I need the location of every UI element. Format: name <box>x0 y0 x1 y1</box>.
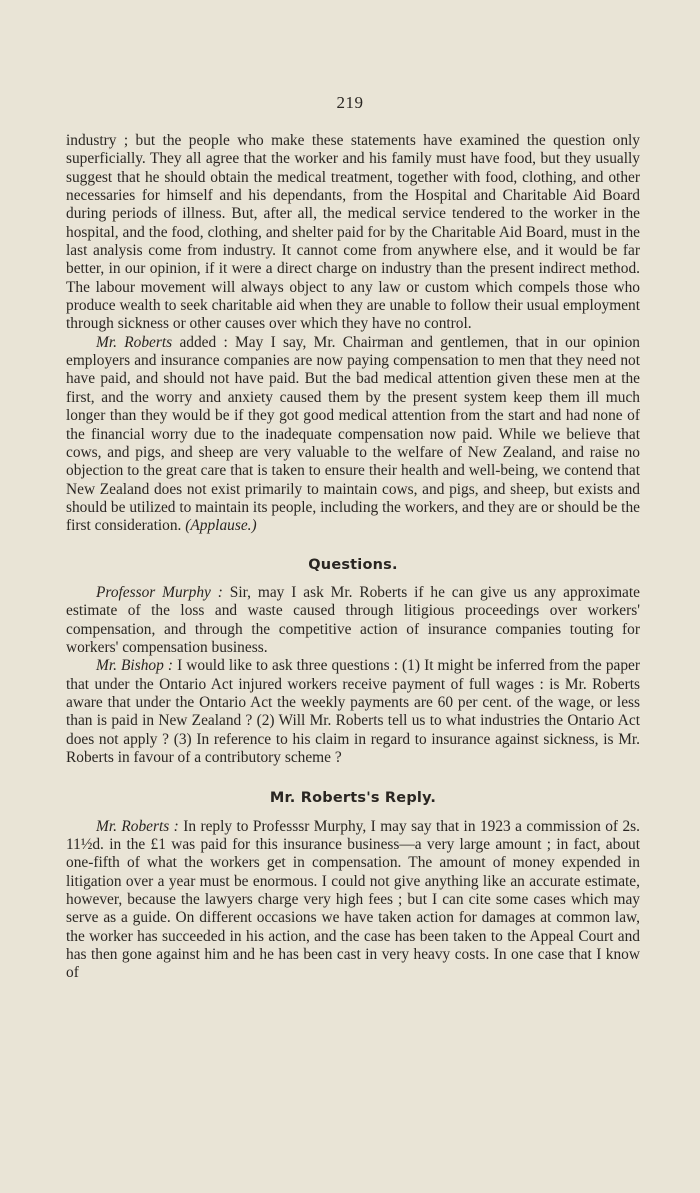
speaker-name: Professor Murphy : <box>96 583 223 601</box>
speaker-name: Mr. Roberts <box>96 333 173 351</box>
paragraph-mr-bishop <box>66 657 640 767</box>
paragraph-text: Sir, may I ask Mr. Roberts if he can give us any approximate estimate of the loss and waste caused through litigious proceedings over workers' compensation, and through the competitive action of insurance companies touting for workers' compensation business. <box>66 583 640 656</box>
page-number: 219 <box>336 93 364 112</box>
paragraph-professor-murphy <box>66 584 640 657</box>
section-heading-reply: Mr. Roberts's Reply. <box>269 790 437 807</box>
paragraph-industry: industry ; but the people who make these statements have examined the question only superficially. They all agree that the worker and his family must have food, but they usually suggest that he should obtain the medical treatment, together with food, clothing, and other necessaries for himself and his dependants, from the Hospital and Charitable Aid Board during periods of illness. But, after all, the medical service tendered to the worker in the hospital, and the food, clothing, and shelter paid for by the Charitable Aid Board, must in the last analysis come from industry. It cannot come from anywhere else, and it would be far better, in our opinion, if it were a direct charge on industry than the present indirect method. The labour movement will always object to any law or custom which compels those who produce wealth to seek charitable aid when they are unable to follow their usual employment through sickness or other causes over which they have no control. <box>66 132 640 333</box>
applause-note: (Applause.) <box>185 517 257 535</box>
paragraph-text: added : May I say, Mr. Chairman and gentlemen, that in our opinion employers and insurance companies are now paying compensation to men that they need not have paid, and should not have paid. But the bad medical attention given these men at the first, and the worry and anxiety caused them by the present system keep them ill much longer than they would be if they got good medical attention from the start and had none of the financial worry due to the inadequate compensation now paid. While we believe that cows, and pigs, and sheep are very valuable to the welfare of New Zealand, and raise no objection to the great care that is taken to ensure their health and well-being, we contend that New Zealand does not exist primarily to maintain cows, and pigs, and sheep, but exists and should be utilized to maintain its people, including the workers, and they are or should be the first consideration. <box>66 333 640 535</box>
paragraph-text: I would like to ask three questions : (1) It might be inferred from the paper that under the Ontario Act injured workers receive payment of full wages : is Mr. Roberts aware that under the Ontario Act the weekly payments are 60 per cent. of the wage, or less than is paid in New Zealand ? (2) Will Mr. Roberts tell us to what industries the Ontario Act does not apply ? (3) In reference to his claim in regard to insurance against sickness, is Mr. Roberts in favour of a contributory scheme ? <box>66 657 640 766</box>
paragraph-roberts-added <box>66 334 640 536</box>
speaker-name: Mr. Bishop : <box>96 657 173 675</box>
paragraph-text: In reply to Professsr Murphy, I may say that in 1923 a commission of 2s. 11½d. in the £1 was paid for this insurance business—a very large amount ; in fact, about one-fifth of what the workers get in compensation. The amount of money expended in litigation over a year must be enormous. I could not give anything like an accurate estimate, however, because the lawyers charge very high fees ; but I can cite some cases which may serve as a guide. On different occasions we have taken action for damages at common law, the worker has succeeded in his action, and the case has been taken to the Appeal Court and has then gone against him and he has been cast in very heavy costs. In one case that I know of <box>66 817 640 982</box>
section-heading-questions: Questions. <box>308 556 398 573</box>
body-text <box>66 132 640 983</box>
paragraph-roberts-reply <box>66 818 640 983</box>
speaker-name: Mr. Roberts : <box>96 817 179 835</box>
